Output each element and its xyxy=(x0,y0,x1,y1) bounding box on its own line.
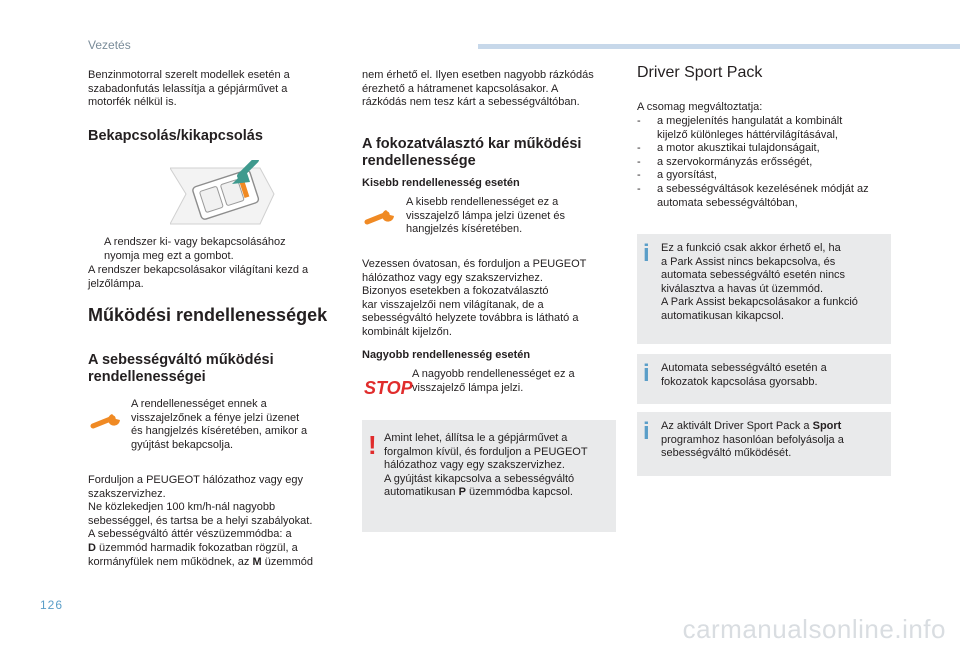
wrench-warning-icon xyxy=(90,410,126,434)
sport-label: Sport xyxy=(812,420,842,432)
warning-box-text-1: Amint lehet, állítsa le a gépjárművet a forgalmon kívül, és forduljon a PEUGEOT hálózathoz vagy egy szakszervizhez. A gyújtást kikapcsolva a sebességváltó automatikusan xyxy=(384,432,588,499)
heading-gearbox-malfunctions: A sebességváltó működési rendellenességei xyxy=(88,352,274,385)
info-box-3-text-b: programhoz hasonlóan befolyásolja a sebességváltó működését. xyxy=(661,433,844,460)
section-title: Vezetés xyxy=(88,38,131,52)
intro-text: Benzinmotorral szerelt modellek esetén a szabadonfutás lelassítja a gépjárművet a motorfék nélkül is. xyxy=(88,69,290,109)
warning-box-text-2: üzemmódba kapcsol. xyxy=(465,486,573,499)
info-box-3-text xyxy=(661,420,887,461)
mode-p: P xyxy=(458,486,466,499)
major-warning-text: A nagyobb rendellenességet ez a visszajelző lámpa jelzi. xyxy=(412,368,575,394)
info-box-2-text: Automata sebességváltó esetén a fokozatok kapcsolása gyorsabb. xyxy=(661,362,827,388)
warning-box-text xyxy=(384,432,612,500)
header-bar xyxy=(478,44,960,49)
dsp-intro: A csomag megváltoztatja: xyxy=(637,101,763,113)
subheading-major: Nagyobb rendellenesség esetén xyxy=(362,349,531,361)
heading-onoff: Bekapcsolás/kikapcsolás xyxy=(88,128,263,144)
list-item: - a szervokormányzás erősségét, xyxy=(637,156,897,170)
watermark: carmanualsonline.info xyxy=(682,614,946,644)
gearbox-body-text xyxy=(88,474,363,569)
list-item: - a sebességváltások kezelésének módját az automata sebességváltóban, xyxy=(637,183,897,210)
continued-text: nem érhető el. Ilyen esetben nagyobb rázkódás érezhető a hátramenet kapcsolásakor. A rázkódás nem tesz kárt a sebességváltóban. xyxy=(362,69,594,109)
body-text-part1: Forduljon a PEUGEOT hálózathoz vagy egy szakszervizhez. Ne közlekedjen 100 km/h-nál nagyobb sebességgel, és tartsa be a helyi szabályokat. A sebességváltó áttér vészüzemmódba: a xyxy=(88,474,313,541)
body-text-part3: üzemmód xyxy=(261,555,313,568)
minor-body-text: Vezessen óvatosan, és forduljon a PEUGEOT hálózathoz vagy egy szakszervizhez. Bizonyos esetekben a fokozatválasztó kar visszajelzői nem világítanak, de a sebességváltó helyzete továbbra is látható a kombinált kijelzőn. xyxy=(362,258,587,338)
info-icon: i xyxy=(643,418,650,445)
info-box-1 xyxy=(637,234,891,344)
mode-m: M xyxy=(252,555,262,568)
list-item: - a motor akusztikai tulajdonságait, xyxy=(637,142,897,156)
info-icon: i xyxy=(643,360,650,387)
driver-sport-pack-title: Driver Sport Pack xyxy=(637,64,763,81)
info-icon: i xyxy=(643,240,650,267)
list-item: - a megjelenítés hangulatát a kombinált kijelző különleges háttérvilágításával, xyxy=(637,115,897,142)
dsp-feature-list xyxy=(637,115,897,210)
heading-selector-malfunction: A fokozatválasztó kar működési rendellenessége xyxy=(362,136,582,169)
gear-selector-illustration xyxy=(170,160,280,228)
warning-box xyxy=(362,420,616,532)
wrench-warning-icon xyxy=(364,206,400,230)
list-item: - a gyorsítást, xyxy=(637,169,897,183)
stop-icon: STOP xyxy=(364,378,413,398)
info-box-1-text: Ez a funkció csak akkor érhető el, ha a Park Assist nincs bekapcsolva, és automata sebességváltó esetén nincs kiválasztva a havas út üzemmód. A Park Assist bekapcsolásakor a funkció automatikusan kikapcsol. xyxy=(661,242,858,322)
subheading-minor: Kisebb rendellenesség esetén xyxy=(362,177,520,189)
heading-malfunctions: Működési rendellenességek xyxy=(88,305,328,325)
onoff-text: A rendszer bekapcsolásakor világítani kezd a jelzőlámpa. xyxy=(88,264,309,290)
info-box-3 xyxy=(637,412,891,476)
exclamation-icon: ! xyxy=(368,430,377,460)
onoff-instruction: A rendszer ki- vagy bekapcsolásához nyomja meg ezt a gombot. xyxy=(104,236,286,262)
mode-d: D xyxy=(88,541,96,554)
gearbox-warning-text: A rendellenességet ennek a visszajelzőnek a fénye jelzi üzenet és hangjelzés kíséretében, amikor a gyújtást bekapcsolja. xyxy=(131,398,308,451)
info-box-3-text-a: Az aktivált Driver Sport Pack a xyxy=(661,420,813,432)
minor-warning-text: A kisebb rendellenességet ez a visszajelző lámpa jelzi üzenet és hangjelzés kíséretében. xyxy=(406,196,565,236)
info-box-2 xyxy=(637,354,891,404)
page-number: 126 xyxy=(40,598,64,612)
body-text-part2: üzemmód harmadik fokozatban rögzül, a kormányfülek nem működnek, az xyxy=(88,541,298,568)
